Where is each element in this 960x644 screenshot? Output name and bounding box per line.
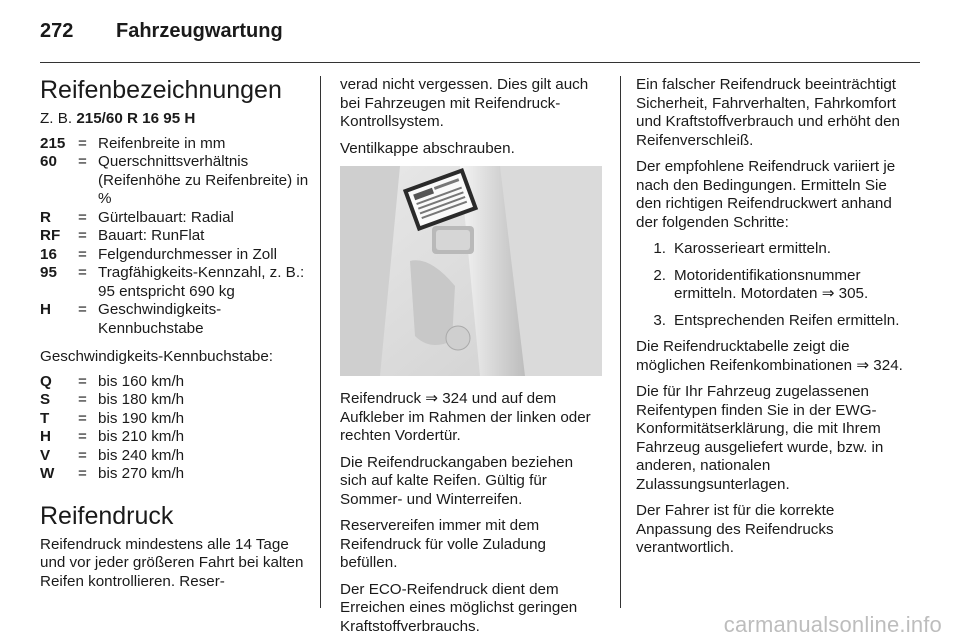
tire-code-row-equals: = [78, 208, 87, 226]
tire-code-row [40, 227, 310, 246]
tire-code-row-key: 60 [40, 153, 57, 170]
sticker-caption: Reifendruck ⇒ 324 und auf dem Aufkleber im Rahmen der linken oder rechten Vordertür. [340, 390, 591, 444]
tire-code-row-value: Gürtelbauart: Radial [98, 208, 234, 226]
column-divider-1 [320, 76, 321, 608]
tire-code-row-key: R [40, 208, 51, 226]
speed-rating-row-key: V [40, 446, 51, 464]
door-frame-sticker-photo [340, 166, 602, 376]
column-3 [636, 76, 906, 566]
tire-code-row [40, 246, 310, 265]
step-number: 3. [653, 311, 666, 329]
speed-intro: Geschwindigkeits-Kennbuchstabe: [40, 348, 274, 365]
tire-code-row [40, 264, 310, 301]
step-number: 2. [653, 266, 666, 284]
speed-rating-row [40, 447, 310, 466]
recommended-pressure-paragraph: Der empfohlene Reifendruck variiert je nach den Bedingungen. Ermitteln Sie den richtigen Reifendruckwert anhand der folgenden Schritte: [636, 158, 896, 231]
wrong-pressure-paragraph: Ein falscher Reifendruck beeinträchtigt Sicherheit, Fahrverhalten, Fahrkomfort und Kraftstoffverbrauch und erhöht den Reifenverschleiß. [636, 76, 900, 149]
example-prefix: Z. B. [40, 110, 73, 127]
tire-code-row-equals: = [78, 264, 87, 281]
speed-rating-row [40, 465, 310, 484]
speed-rating-list [40, 373, 310, 484]
speed-rating-row-key: S [40, 391, 51, 408]
speed-rating-row-equals: = [78, 372, 87, 390]
tire-code-row [40, 301, 310, 338]
step-text: Entsprechenden Reifen ermitteln. [674, 311, 900, 329]
tire-code-row-value: Geschwindigkeits-Kennbuchstabe [98, 301, 222, 337]
section-heading-tire-pressure: Reifendruck [40, 501, 174, 530]
speed-rating-row-equals: = [78, 465, 87, 482]
valve-paragraph: Ventilkappe abschrauben. [340, 139, 515, 157]
tire-code-row-value: Bauart: RunFlat [98, 227, 205, 244]
column-1 [40, 76, 310, 599]
column-divider-2 [620, 76, 621, 608]
step-item [636, 240, 906, 259]
eco-pressure-paragraph: Der ECO-Reifendruck dient dem Erreichen eines möglichst geringen Kraftstoffverbrauchs. [340, 580, 578, 635]
speed-rating-row-key: Q [40, 372, 52, 390]
column-2 [340, 76, 602, 644]
tire-code-row-key: 16 [40, 245, 57, 263]
tire-code-example [40, 110, 310, 129]
tire-code-list [40, 135, 310, 339]
continued-paragraph: verad nicht vergessen. Dies gilt auch bei Fahrzeugen mit Reifendruck-Kontrollsystem. [340, 76, 589, 130]
watermark: carmanualsonline.info [723, 612, 942, 637]
speed-rating-row-value: bis 240 km/h [98, 446, 185, 464]
tire-code-row [40, 135, 310, 154]
tire-code-row-key: H [40, 301, 51, 318]
speed-rating-row [40, 373, 310, 392]
speed-rating-row-equals: = [78, 446, 87, 464]
tire-code-row-equals: = [78, 245, 87, 263]
tire-code-row [40, 153, 310, 209]
steps-list [636, 240, 906, 330]
tire-code-row-key: RF [40, 227, 61, 244]
tire-code-row-value: Tragfähigkeits-Kennzahl, z. B.: 95 entspricht 690 kg [98, 264, 305, 300]
speed-rating-row-equals: = [78, 428, 87, 445]
speed-rating-row-equals: = [78, 391, 87, 408]
speed-rating-row-value: bis 180 km/h [98, 391, 185, 408]
tire-code-row-key: 95 [40, 264, 57, 281]
speed-rating-row-key: T [40, 409, 50, 427]
pressure-table-paragraph: Die Reifendrucktabelle zeigt die möglichen Reifenkombinationen ⇒ 324. [636, 338, 903, 374]
tire-code-row-value: Querschnittsverhältnis (Reifenhöhe zu Reifenbreite) in % [98, 153, 309, 207]
page-number: 272 [40, 20, 74, 42]
tire-code-row-equals: = [78, 227, 87, 244]
step-text: Motoridentifikationsnummer ermitteln. Motordaten ⇒ 305. [674, 266, 869, 302]
speed-rating-row-value: bis 270 km/h [98, 465, 185, 482]
speed-rating-row-equals: = [78, 409, 87, 427]
page-title: Fahrzeugwartung [116, 20, 283, 42]
step-item [636, 267, 906, 304]
tire-code-row-key: 215 [40, 134, 66, 152]
speed-rating-row [40, 391, 310, 410]
tire-code-row-equals: = [78, 153, 87, 170]
step-text: Karosserieart ermitteln. [674, 240, 831, 257]
speed-rating-row [40, 410, 310, 429]
page-header [40, 18, 920, 63]
tire-code-row [40, 209, 310, 228]
speed-rating-row [40, 428, 310, 447]
speed-rating-row-key: W [40, 465, 55, 482]
speed-rating-row-value: bis 210 km/h [98, 428, 185, 445]
step-item [636, 312, 906, 331]
speed-rating-row-value: bis 190 km/h [98, 409, 185, 427]
spare-tire-paragraph: Reservereifen immer mit dem Reifendruck für volle Zuladung befüllen. [340, 517, 546, 571]
pressure-paragraph: Reifendruck mindestens alle 14 Tage und vor jeder größeren Fahrt bei kalten Reifen kontrollieren. Reser- [40, 535, 304, 590]
tire-code-row-equals: = [78, 134, 87, 152]
step-number: 1. [653, 240, 666, 257]
tire-code-row-value: Felgendurchmesser in Zoll [98, 245, 277, 263]
example-code: 215/60 R 16 95 H [76, 110, 196, 127]
cold-tire-paragraph: Die Reifendruckangaben beziehen sich auf kalte Reifen. Gültig für Sommer- und Winterreifen. [340, 453, 574, 508]
tire-code-row-equals: = [78, 301, 87, 318]
approved-tires-paragraph: Die für Ihr Fahrzeug zugelassenen Reifentypen finden Sie in der EWG-Konformitätserklärung, die mit Ihrem Fahrzeug ausgeliefert wurde, bzw. in anderen, nationalen Zulassungsunterlagen. [636, 383, 884, 493]
driver-responsibility-paragraph: Der Fahrer ist für die korrekte Anpassung des Reifendrucks verantwortlich. [636, 502, 835, 556]
section-heading-tire-labels: Reifenbezeichnungen [40, 76, 282, 104]
speed-rating-row-value: bis 160 km/h [98, 372, 185, 390]
speed-rating-row-key: H [40, 428, 51, 445]
tire-code-row-value: Reifenbreite in mm [98, 134, 226, 152]
